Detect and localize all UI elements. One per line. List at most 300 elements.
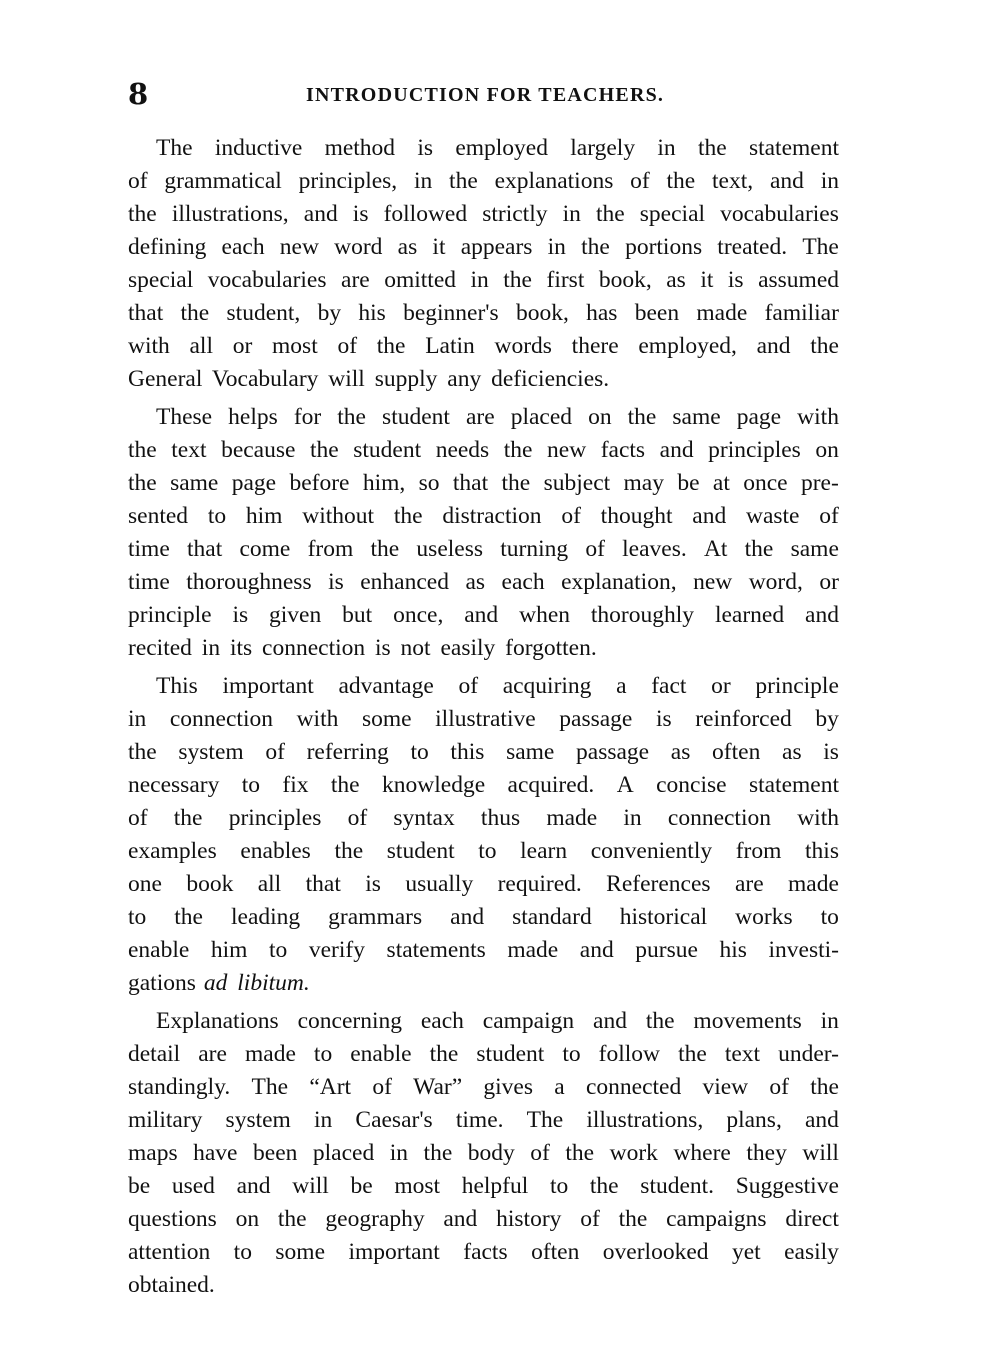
word: to bbox=[269, 937, 288, 963]
word: concise bbox=[656, 772, 727, 798]
text-line bbox=[128, 1170, 839, 1203]
word: the bbox=[376, 333, 406, 359]
word: each bbox=[420, 1008, 464, 1034]
word: to bbox=[562, 1041, 581, 1067]
word: treated. bbox=[717, 234, 788, 260]
word: the bbox=[128, 201, 157, 227]
word: the bbox=[309, 437, 339, 463]
word: so bbox=[418, 470, 440, 496]
word: of bbox=[347, 805, 368, 831]
word: been bbox=[634, 300, 680, 326]
word: with bbox=[296, 706, 339, 732]
word: and bbox=[659, 437, 694, 463]
text-line bbox=[128, 670, 839, 703]
word: leaves. bbox=[622, 536, 687, 562]
word: same bbox=[170, 470, 219, 496]
word: new bbox=[547, 437, 587, 463]
text-line bbox=[128, 401, 839, 434]
word: history bbox=[496, 1206, 562, 1232]
word: illustrations, bbox=[586, 1107, 704, 1133]
word: because bbox=[221, 437, 296, 463]
text-line bbox=[128, 297, 839, 330]
text-line bbox=[128, 330, 839, 363]
word: body bbox=[467, 1140, 515, 1166]
paragraph bbox=[128, 1005, 839, 1302]
word: given bbox=[269, 602, 322, 628]
word: each bbox=[221, 234, 265, 260]
word: that bbox=[305, 871, 341, 897]
word: this bbox=[450, 739, 485, 765]
word: word bbox=[334, 234, 383, 260]
word: gives bbox=[483, 1074, 534, 1100]
word: him, bbox=[362, 470, 406, 496]
word: text, bbox=[712, 168, 754, 194]
word: fact bbox=[651, 673, 687, 699]
word: or bbox=[711, 673, 731, 699]
page-header bbox=[128, 74, 840, 114]
word: geography bbox=[325, 1206, 425, 1232]
word: to bbox=[478, 838, 497, 864]
word: and bbox=[579, 937, 614, 963]
word: been bbox=[253, 1140, 298, 1166]
text-line bbox=[128, 901, 839, 934]
word: same bbox=[790, 536, 839, 562]
word: is bbox=[352, 201, 369, 227]
word: required. bbox=[497, 871, 582, 897]
text-line: recited in its connection is not easily forgotten. bbox=[128, 635, 597, 661]
word: the bbox=[744, 536, 774, 562]
word: of bbox=[580, 1206, 600, 1232]
word: followed bbox=[383, 201, 468, 227]
word: the bbox=[423, 1140, 453, 1166]
word: that bbox=[128, 300, 164, 326]
word: time. bbox=[455, 1107, 504, 1133]
word: before bbox=[289, 470, 350, 496]
word: in bbox=[820, 1008, 839, 1034]
word: strictly bbox=[482, 201, 548, 227]
word: the bbox=[589, 1173, 619, 1199]
word: there bbox=[571, 333, 619, 359]
word: detail bbox=[128, 1041, 181, 1067]
text-line bbox=[128, 736, 839, 769]
word: made bbox=[696, 300, 748, 326]
word: the bbox=[666, 168, 696, 194]
word: special bbox=[639, 201, 706, 227]
word: and bbox=[443, 1206, 478, 1232]
word: principle bbox=[128, 602, 212, 628]
word: beginner's bbox=[403, 300, 499, 326]
word: book, bbox=[515, 300, 569, 326]
word: needs bbox=[435, 437, 490, 463]
word: to bbox=[207, 503, 227, 529]
word: explanation, bbox=[561, 569, 677, 595]
word: employed, bbox=[638, 333, 737, 359]
word: book bbox=[186, 871, 234, 897]
word: where bbox=[673, 1140, 731, 1166]
word: distraction bbox=[442, 503, 542, 529]
word: usually bbox=[405, 871, 474, 897]
word: as bbox=[666, 267, 686, 293]
word: the bbox=[330, 772, 360, 798]
word: new bbox=[279, 234, 319, 260]
word: as bbox=[465, 569, 486, 595]
word: in bbox=[389, 1140, 409, 1166]
word: passage bbox=[559, 706, 633, 732]
word: of bbox=[769, 1074, 789, 1100]
word: At bbox=[703, 536, 728, 562]
word: to bbox=[820, 904, 839, 930]
word: will bbox=[802, 1140, 839, 1166]
word: often bbox=[712, 739, 761, 765]
word: attention bbox=[128, 1239, 211, 1265]
word: one bbox=[128, 871, 162, 897]
word: thus bbox=[480, 805, 521, 831]
word: the bbox=[645, 1008, 675, 1034]
word: new bbox=[693, 569, 733, 595]
word: thoroughly bbox=[590, 602, 695, 628]
word: once, bbox=[393, 602, 444, 628]
word: time bbox=[128, 569, 170, 595]
word: the bbox=[174, 904, 203, 930]
word: word, bbox=[748, 569, 803, 595]
word: and bbox=[756, 333, 791, 359]
word: student. bbox=[640, 1173, 715, 1199]
word: be bbox=[128, 1173, 151, 1199]
word: the bbox=[334, 838, 364, 864]
word: view bbox=[702, 1074, 749, 1100]
word: The bbox=[526, 1107, 564, 1133]
word: from bbox=[735, 838, 782, 864]
word: the bbox=[128, 739, 157, 765]
word: and bbox=[236, 1173, 271, 1199]
word: important bbox=[348, 1239, 440, 1265]
word: student bbox=[353, 437, 422, 463]
word: and bbox=[769, 168, 804, 194]
word: the bbox=[503, 437, 533, 463]
text-line bbox=[128, 1005, 839, 1038]
word: page bbox=[231, 470, 277, 496]
word: the bbox=[697, 135, 727, 161]
text-line bbox=[128, 467, 839, 500]
word: principles bbox=[228, 805, 322, 831]
word: enhanced bbox=[360, 569, 449, 595]
word: are bbox=[465, 404, 495, 430]
word: of bbox=[458, 673, 479, 699]
word: is bbox=[823, 739, 839, 765]
word: be bbox=[350, 1173, 373, 1199]
word: without bbox=[302, 503, 375, 529]
word: War” bbox=[413, 1074, 463, 1100]
word: made bbox=[788, 871, 839, 897]
word: this bbox=[805, 838, 839, 864]
word: same bbox=[506, 739, 555, 765]
word: of bbox=[819, 503, 839, 529]
word: sented bbox=[128, 503, 189, 529]
word: appears bbox=[460, 234, 533, 260]
word: referring bbox=[306, 739, 389, 765]
word: him bbox=[210, 937, 248, 963]
text-line bbox=[128, 264, 839, 297]
word: as bbox=[670, 739, 691, 765]
word: portions bbox=[625, 234, 703, 260]
word: is bbox=[655, 706, 672, 732]
text-line bbox=[128, 1137, 839, 1170]
word: vocabularies bbox=[207, 267, 327, 293]
word: inductive bbox=[214, 135, 303, 161]
running-head: INTRODUCTION FOR TEACHERS. bbox=[306, 84, 665, 106]
text-line bbox=[128, 835, 839, 868]
word: historical bbox=[619, 904, 708, 930]
word: largely bbox=[570, 135, 636, 161]
word: words bbox=[494, 333, 552, 359]
text-line bbox=[128, 533, 839, 566]
text-line bbox=[128, 868, 839, 901]
word: connected bbox=[585, 1074, 682, 1100]
italic-phrase: ad libitum. bbox=[203, 970, 310, 996]
word: the bbox=[393, 503, 423, 529]
word: that bbox=[452, 470, 489, 496]
paragraph bbox=[128, 670, 839, 1000]
word: illustrative bbox=[435, 706, 536, 732]
word: the bbox=[173, 805, 203, 831]
word: fix bbox=[282, 772, 309, 798]
word: connection bbox=[667, 805, 771, 831]
word: of bbox=[630, 168, 650, 194]
word: verify bbox=[308, 937, 365, 963]
word: employed bbox=[455, 135, 548, 161]
word: investi- bbox=[768, 937, 839, 963]
word: all bbox=[257, 871, 282, 897]
word: the bbox=[810, 333, 839, 359]
word: “Art bbox=[309, 1074, 352, 1100]
text-line: General Vocabulary will supply any deficiencies. bbox=[128, 366, 610, 392]
word: his bbox=[719, 937, 747, 963]
word: in bbox=[470, 267, 489, 293]
word: some bbox=[275, 1239, 325, 1265]
word: This bbox=[156, 673, 198, 699]
word: yet bbox=[731, 1239, 761, 1265]
word: is bbox=[727, 267, 744, 293]
word: are bbox=[734, 871, 764, 897]
word: the bbox=[128, 470, 157, 496]
word: page bbox=[736, 404, 782, 430]
word: turning bbox=[500, 536, 569, 562]
word: Suggestive bbox=[735, 1173, 839, 1199]
word: time bbox=[128, 536, 170, 562]
word: connection bbox=[169, 706, 273, 732]
word: text bbox=[724, 1041, 761, 1067]
word: are bbox=[341, 267, 370, 293]
word: the bbox=[180, 300, 210, 326]
word: same bbox=[672, 404, 721, 430]
word: thought bbox=[600, 503, 673, 529]
word: the bbox=[277, 1206, 307, 1232]
word: pre- bbox=[800, 470, 839, 496]
word: and bbox=[805, 602, 839, 628]
word: his bbox=[358, 300, 386, 326]
word: defining bbox=[128, 234, 207, 260]
word: to bbox=[313, 1041, 333, 1067]
word: conveniently bbox=[590, 838, 713, 864]
word: text bbox=[171, 437, 207, 463]
word: in bbox=[547, 234, 566, 260]
word: the bbox=[618, 1206, 648, 1232]
word: as bbox=[782, 739, 802, 765]
word: campaign bbox=[482, 1008, 575, 1034]
text-line bbox=[128, 802, 839, 835]
text-line bbox=[128, 434, 839, 467]
word: the bbox=[449, 168, 478, 194]
word: statement bbox=[748, 135, 839, 161]
word: grammatical bbox=[164, 168, 282, 194]
word: special bbox=[128, 267, 194, 293]
word: system bbox=[178, 739, 244, 765]
word: of bbox=[265, 739, 285, 765]
word: The bbox=[156, 135, 193, 161]
word: and bbox=[464, 602, 499, 628]
word: learn bbox=[520, 838, 568, 864]
word: be bbox=[677, 470, 700, 496]
word: Latin bbox=[425, 333, 475, 359]
word: advantage bbox=[338, 673, 434, 699]
word: made bbox=[244, 1041, 296, 1067]
word: plans, bbox=[726, 1107, 782, 1133]
word: it bbox=[432, 234, 446, 260]
word: knowledge bbox=[382, 772, 486, 798]
word: statements bbox=[386, 937, 486, 963]
word: easily bbox=[784, 1239, 839, 1265]
text-line bbox=[128, 599, 839, 632]
word: questions bbox=[128, 1206, 217, 1232]
word: The bbox=[251, 1074, 289, 1100]
word: on bbox=[815, 437, 839, 463]
word: principles bbox=[708, 437, 801, 463]
word: familiar bbox=[764, 300, 839, 326]
word: from bbox=[307, 536, 354, 562]
word: is bbox=[232, 602, 249, 628]
text-line bbox=[128, 1038, 839, 1071]
word: student bbox=[476, 1041, 545, 1067]
word: with bbox=[797, 805, 839, 831]
word: of bbox=[585, 536, 605, 562]
word: learned bbox=[714, 602, 785, 628]
text-line bbox=[128, 1203, 839, 1236]
word: enable bbox=[128, 937, 190, 963]
word: or bbox=[232, 333, 253, 359]
word: facts bbox=[600, 437, 646, 463]
word: the bbox=[370, 536, 400, 562]
word: to bbox=[241, 772, 261, 798]
word: A bbox=[616, 772, 634, 798]
word: by bbox=[815, 706, 839, 732]
word: most bbox=[272, 333, 318, 359]
word: campaigns bbox=[666, 1206, 767, 1232]
word: These bbox=[156, 404, 213, 430]
word: facts bbox=[463, 1239, 508, 1265]
word: illustrations, bbox=[171, 201, 289, 227]
word: direct bbox=[785, 1206, 839, 1232]
text-line: obtained. bbox=[128, 1272, 215, 1298]
word: student bbox=[386, 838, 455, 864]
text-line bbox=[128, 132, 839, 165]
word: on bbox=[588, 404, 612, 430]
text-line bbox=[128, 500, 839, 533]
word: important bbox=[222, 673, 314, 699]
body-text bbox=[128, 132, 839, 1307]
word: placed bbox=[312, 1140, 375, 1166]
word: when bbox=[519, 602, 570, 628]
word: often bbox=[531, 1239, 580, 1265]
word: most bbox=[394, 1173, 441, 1199]
word: the bbox=[581, 234, 610, 260]
word: of bbox=[128, 168, 148, 194]
text-fragment: gations bbox=[128, 970, 196, 996]
word: made bbox=[507, 937, 559, 963]
word: and bbox=[804, 1107, 839, 1133]
word: the bbox=[503, 267, 532, 293]
word: on bbox=[235, 1206, 260, 1232]
word: under- bbox=[778, 1041, 839, 1067]
word: of bbox=[530, 1140, 550, 1166]
text-line bbox=[128, 566, 839, 599]
text-line bbox=[128, 967, 839, 1000]
word: of bbox=[128, 805, 148, 831]
word: of bbox=[561, 503, 581, 529]
word: but bbox=[342, 602, 373, 628]
word: principle bbox=[755, 673, 839, 699]
word: of bbox=[337, 333, 358, 359]
word: some bbox=[361, 706, 412, 732]
text-line bbox=[128, 769, 839, 802]
word: follow bbox=[598, 1041, 661, 1067]
word: made bbox=[546, 805, 598, 831]
word: necessary bbox=[128, 772, 220, 798]
word: the bbox=[565, 1140, 595, 1166]
word: statement bbox=[748, 772, 839, 798]
word: enable bbox=[350, 1041, 412, 1067]
word: him bbox=[245, 503, 283, 529]
word: thoroughness bbox=[186, 569, 312, 595]
word: may bbox=[623, 470, 664, 496]
word: vocabularies bbox=[720, 201, 839, 227]
word: placed bbox=[510, 404, 573, 430]
word: is bbox=[328, 569, 344, 595]
word: reinforced bbox=[695, 706, 792, 732]
word: is bbox=[365, 871, 381, 897]
word: first bbox=[546, 267, 585, 293]
word: has bbox=[586, 300, 618, 326]
word: they bbox=[746, 1140, 787, 1166]
word: it bbox=[700, 267, 714, 293]
word: in bbox=[128, 706, 147, 732]
word: works bbox=[735, 904, 793, 930]
word: and bbox=[303, 201, 338, 227]
word: as bbox=[397, 234, 418, 260]
word: omitted bbox=[384, 267, 456, 293]
word: the bbox=[810, 1074, 839, 1100]
word: standard bbox=[512, 904, 592, 930]
text-line bbox=[128, 1104, 839, 1137]
word: with bbox=[128, 333, 170, 359]
word: pursue bbox=[635, 937, 698, 963]
word: that bbox=[187, 536, 223, 562]
paragraph bbox=[128, 401, 839, 665]
word: principles, bbox=[298, 168, 398, 194]
word: are bbox=[198, 1041, 227, 1067]
word: to bbox=[233, 1239, 252, 1265]
word: in bbox=[820, 168, 839, 194]
word: the bbox=[337, 404, 366, 430]
